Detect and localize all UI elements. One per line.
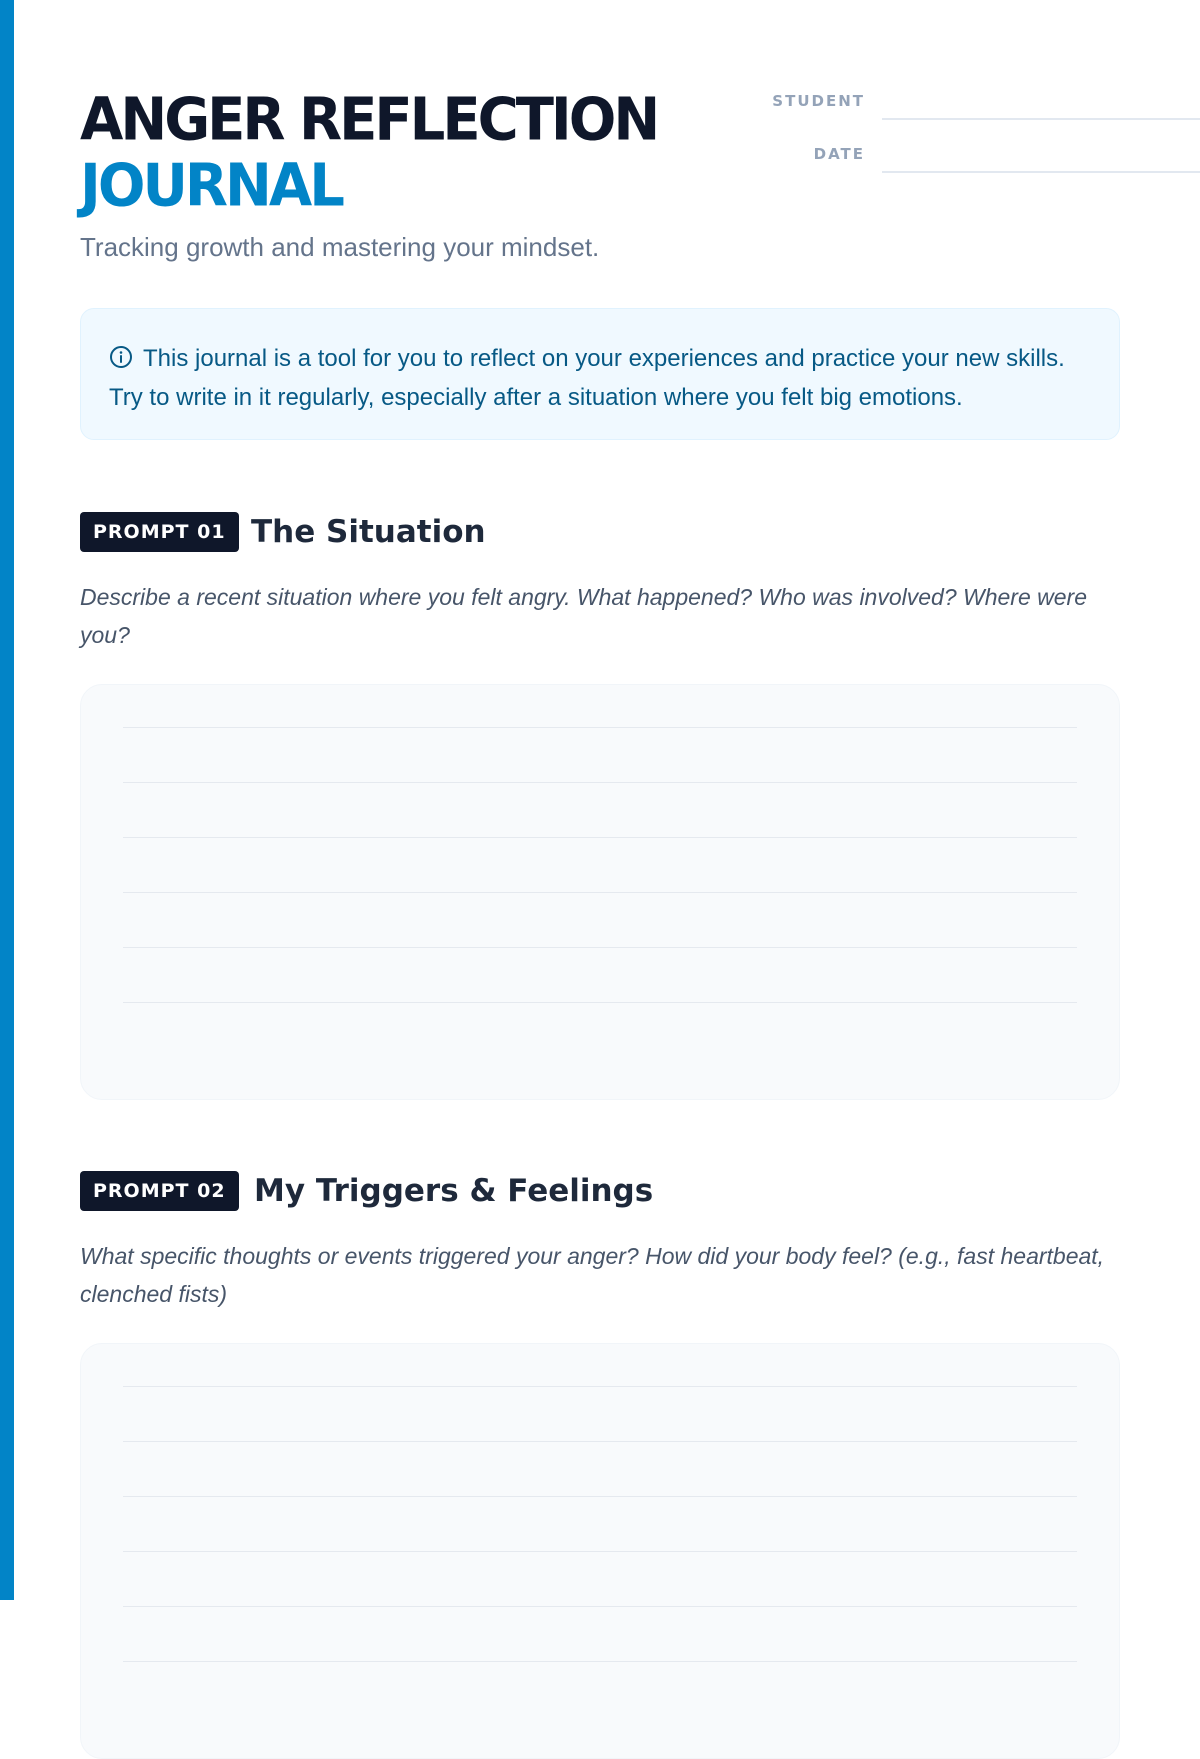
writing-line (123, 892, 1077, 893)
date-input-line[interactable] (882, 171, 1200, 173)
prompt-title: The Situation (251, 514, 486, 550)
student-field-row (680, 88, 1200, 141)
prompt-header (80, 1171, 1120, 1213)
info-callout (80, 308, 1120, 440)
info-circle-icon (109, 345, 133, 369)
prompt-section-2 (80, 1171, 1120, 1759)
writing-line (123, 1606, 1077, 1607)
date-label: DATE (813, 145, 865, 163)
writing-line (123, 1496, 1077, 1497)
student-input-line[interactable] (882, 118, 1200, 120)
prompt-badge: PROMPT 01 (80, 512, 239, 552)
info-text: This journal is a tool for you to reflect on your experiences and practice your new skills. Try to write in it regularly, especially after a situation where you felt big emotions. (109, 345, 1065, 411)
writing-line (123, 1441, 1077, 1442)
title-line-1: ANGER REFLECTION (80, 86, 658, 155)
answer-area-2[interactable] (80, 1343, 1120, 1759)
answer-area-1[interactable] (80, 684, 1120, 1100)
writing-line (123, 1661, 1077, 1662)
student-info-fields (680, 88, 1200, 194)
writing-line (123, 947, 1077, 948)
writing-line (123, 1551, 1077, 1552)
writing-line (123, 782, 1077, 783)
prompt-description: Describe a recent situation where you felt angry. What happened? Who was involved? Where were you? (80, 584, 1087, 648)
prompt-header (80, 512, 1120, 554)
journal-page (80, 0, 1120, 1307)
writing-line (123, 1386, 1077, 1387)
writing-line (123, 837, 1077, 838)
page-subtitle: Tracking growth and mastering your mindset. (80, 232, 600, 262)
prompt-section-1 (80, 512, 1120, 1100)
prompt-badge: PROMPT 02 (80, 1171, 239, 1211)
prompt-description: What specific thoughts or events triggered your anger? How did your body feel? (e.g., fast heartbeat, clenched fists) (80, 1243, 1105, 1307)
writing-line (123, 727, 1077, 728)
student-label: STUDENT (772, 92, 865, 110)
writing-line (123, 1002, 1077, 1003)
page-title (80, 86, 658, 221)
title-line-2: JOURNAL (80, 152, 342, 221)
page-header (80, 0, 1120, 300)
date-field-row (680, 141, 1200, 194)
accent-side-bar (0, 0, 14, 1600)
prompt-title: My Triggers & Feelings (254, 1173, 654, 1209)
